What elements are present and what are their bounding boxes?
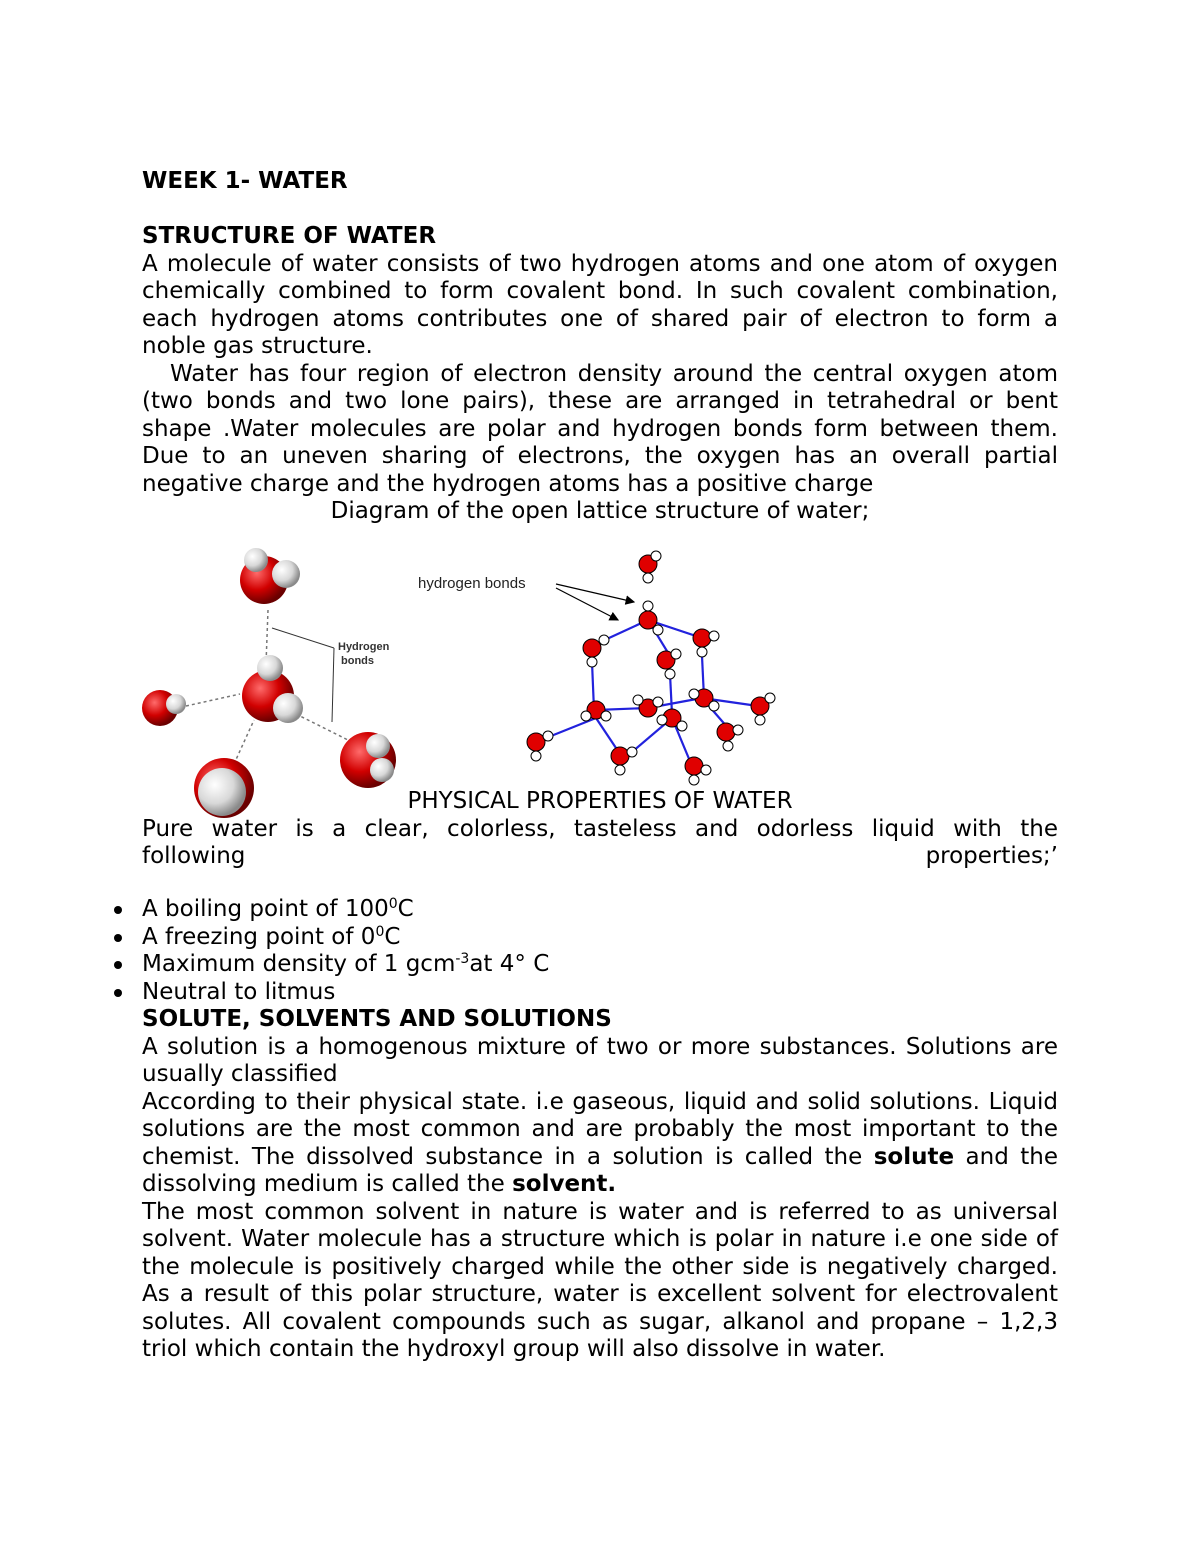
- week-title: WEEK 1- WATER: [142, 168, 348, 194]
- list-item: A boiling point of $100^0C$: [106, 896, 1056, 924]
- structure-paragraph-1: A molecule of water consists of two hydrogen atoms and one atom of oxygen chemically combined to form covalent bond. In such covalent combination, each hydrogen atoms contributes one of shared pair of electron to form a noble gas structure.: [142, 250, 1058, 359]
- solution-paragraph-3: The most common solvent in nature is water and is referred to as universal solvent. Water molecule has a structure which is polar in nature i.e one side of the molecule is positively charged while the other side is negatively charged. As a result of this polar structure, water is excellent solvent for electrovalent solutes. All covalent compounds such as sugar, alkanol and propane – 1,2,3 triol which contain the hydroxyl group will also dissolve in water.: [142, 1198, 1058, 1362]
- water-molecule-center: [242, 655, 303, 723]
- properties-word: properties;’: [925, 843, 1058, 869]
- following-word: following: [142, 843, 246, 869]
- hydrogen-label-line2: bonds: [341, 655, 374, 667]
- open-lattice-figure: [410, 548, 790, 788]
- hydrogen-label-line1: Hydrogen: [338, 641, 390, 653]
- solution-paragraph-1: A solution is a homogenous mixture of two or more substances. Solutions are usually classified: [142, 1033, 1058, 1087]
- solvent-term: solvent.: [512, 1171, 617, 1197]
- following-properties-line: [142, 843, 1058, 871]
- document-text-middle: [142, 788, 1058, 871]
- properties-list: [106, 896, 1056, 1006]
- list-item: Neutral to litmus: [106, 979, 1056, 1007]
- bullet-icon: [114, 934, 122, 942]
- hydrogen-bonds-label: hydrogen bonds: [418, 575, 526, 592]
- structure-heading: STRUCTURE OF WATER: [142, 223, 437, 249]
- physical-properties-heading: PHYSICAL PROPERTIES OF WATER: [407, 788, 793, 814]
- solute-term: solute: [873, 1143, 955, 1170]
- spacer: [142, 196, 1058, 224]
- list-item: Maximum density of 1 gcm$^{-3}$at 4° C: [106, 951, 1056, 979]
- list-item: A freezing point of $0^0C$: [106, 924, 1056, 952]
- structure-paragraph-2: Water has four region of electron density around the central oxygen atom (two bonds and two lone pairs), these are arranged in tetrahedral or bent shape .Water molecules are polar and hydrogen bonds form between them. Due to an uneven sharing of electrons, the oxygen has an overall partial negative charge and the hydrogen atoms has a positive charge: [142, 360, 1058, 497]
- pure-water-line: Pure water is a clear, colorless, tasteless and odorless liquid with the: [142, 815, 1058, 842]
- document-text-top: [142, 168, 1058, 526]
- diagram-caption: Diagram of the open lattice structure of water;: [330, 498, 870, 524]
- bullet-icon: [114, 906, 122, 914]
- water-molecule-left: [142, 690, 186, 726]
- solute-heading: SOLUTE, SOLVENTS AND SOLUTIONS: [142, 1006, 612, 1032]
- bullet-icon: [114, 961, 122, 969]
- bullet-icon: [114, 989, 122, 997]
- water-molecule-top: [240, 548, 300, 604]
- water-hydrogen-bond-figure: [138, 548, 410, 824]
- solution-paragraph-2: According to their physical state. i.e gaseous, liquid and solid solutions. Liquid solutions are the most common and are probably the most important to the chemist. The dissolved substance in a solution is called the solute and the dissolving medium is called the solvent.: [142, 1088, 1059, 1197]
- document-text-bottom: [142, 1006, 1058, 1364]
- water-molecule-right: [340, 732, 396, 788]
